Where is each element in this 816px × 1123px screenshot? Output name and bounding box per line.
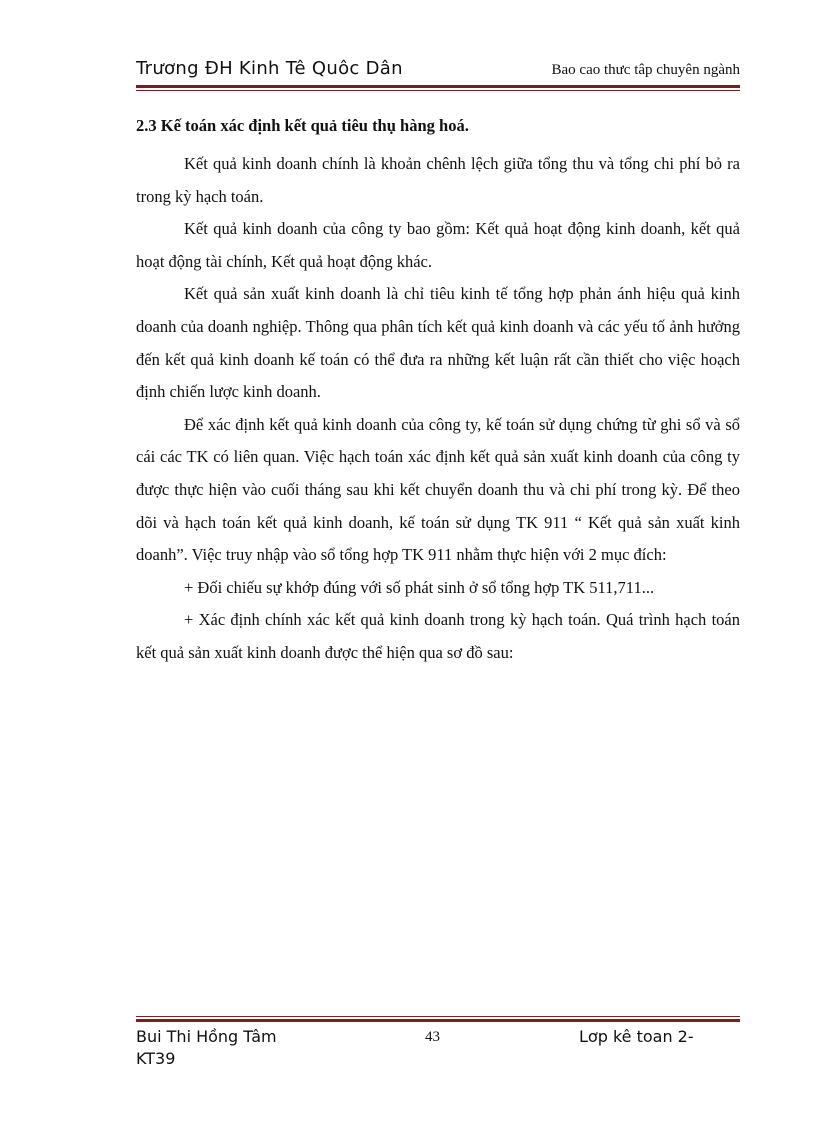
header-school: Trương ĐH Kinh Tê Quôc Dân (136, 58, 403, 79)
paragraph-3: Kết quả sản xuất kinh doanh là chỉ tiêu kinh tế tổng hợp phản ánh hiệu quả kinh doanh của doanh nghiệp. Thông qua phân tích kết quả kinh doanh và các yếu tố ảnh hưởng đến kết quả kinh doanh kế toán có thể đưa ra những kết luận rất cần thiết cho việc hoạch định chiến lược kinh doanh. (136, 284, 740, 402)
page-number: 43 (425, 1029, 440, 1045)
paragraph-2: Kết quả kinh doanh của công ty bao gồm: Kết quả hoạt động kinh doanh, kết quả hoạt động tài chính, Kết quả hoạt động khác. (136, 219, 740, 271)
header-divider (136, 85, 740, 88)
paragraph-4: Để xác định kết quả kinh doanh của công ty, kế toán sử dụng chứng từ ghi sổ và sổ cái các TK có liên quan. Việc hạch toán xác định kết quả sản xuất kinh doanh của công ty được thực hiện vào cuối tháng sau khi kết chuyển doanh thu và chi phí trong kỳ. Để theo dõi và hạch toán kết quả kinh doanh, kế toán sử dụng TK 911 “ Kết quả sản xuất kinh doanh”. Việc truy nhập vào sổ tổng hợp TK 911 nhằm thực hiện với 2 mục đích: (136, 414, 740, 565)
footer-author (136, 1026, 336, 1070)
paragraph-1: Kết quả kinh doanh chính là khoản chênh lệch giữa tổng thu và tổng chi phí bỏ ra trong kỳ hạch toán. (136, 154, 740, 206)
page-header (136, 58, 740, 84)
footer-author-name: Bui Thi Hồng Tâm (136, 1027, 277, 1046)
footer-author-class-code: KT39 (136, 1049, 176, 1068)
footer-class-label: Lơp kê toan 2- (579, 1027, 694, 1046)
footer-divider-thin (136, 1016, 740, 1017)
bullet-1: + Đối chiếu sự khớp đúng với số phát sinh ở sổ tổng hợp TK 511,711... (184, 577, 655, 597)
header-report-title: Bao cao thưc tâp chuyên ngành (551, 62, 740, 78)
footer-divider (136, 1019, 740, 1022)
bullet-2: + Xác định chính xác kết quả kinh doanh trong kỳ hạch toán. Quá trình hạch toán kết quả sản xuất kinh doanh được thể hiện qua sơ đồ sau: (136, 610, 740, 662)
document-body (136, 114, 740, 670)
section-heading: 2.3 Kế toán xác định kết quả tiêu thụ hàng hoá. (136, 116, 469, 135)
header-divider-thin (136, 90, 740, 91)
